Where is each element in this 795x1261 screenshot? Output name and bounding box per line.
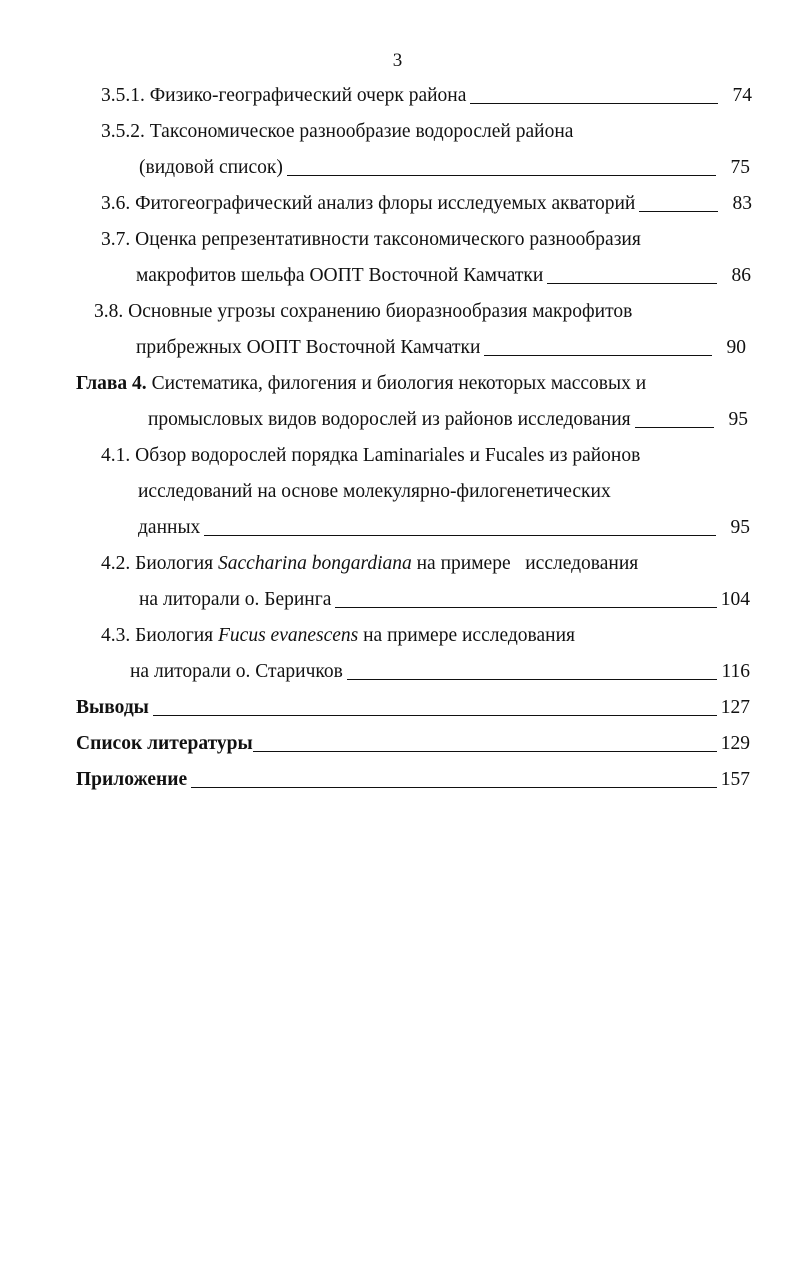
entry-suffix: на примере исследования xyxy=(411,553,639,574)
toc-page-number: 86 xyxy=(731,265,751,286)
toc-leader xyxy=(153,715,717,716)
chapter-title: Систематика, филогения и биология некоторых массовых и xyxy=(146,373,647,394)
toc-entry-4-2-title xyxy=(101,552,638,576)
toc-leader xyxy=(191,787,717,788)
toc-entry-3-5-2 xyxy=(139,156,750,180)
toc-leader xyxy=(635,427,714,428)
entry-suffix: на примере исследования xyxy=(358,625,575,646)
toc-page-number: 104 xyxy=(720,589,750,610)
toc-entry-title: Список литературы xyxy=(76,733,253,754)
toc-entry-3-5-2-title: 3.5.2. Таксономическое разнообразие водорослей района xyxy=(101,121,574,142)
toc-entry-3-7-title: 3.7. Оценка репрезентативности таксономического разнообразия xyxy=(101,229,641,250)
toc-entry-title: (видовой список) xyxy=(139,157,283,178)
species-name: Saccharina bongardiana xyxy=(218,553,412,574)
page-number: 3 xyxy=(392,50,403,71)
entry-prefix: 4.3. Биология xyxy=(101,625,219,646)
toc-entry-title: 3.6. Фитогеографический анализ флоры исследуемых акваторий xyxy=(101,193,636,214)
toc-page-number: 83 xyxy=(732,193,752,214)
toc-references xyxy=(76,732,750,756)
species-name: Fucus evanescens xyxy=(218,625,359,646)
toc-chapter-4-title xyxy=(76,372,646,396)
toc-entry-4-1-title: 4.1. Обзор водорослей порядка Laminariales и Fucales из районов xyxy=(101,445,641,466)
toc-entry-3-7 xyxy=(136,264,751,288)
toc-entry-title: макрофитов шельфа ООПТ Восточной Камчатки xyxy=(136,265,544,286)
toc-page-number: 75 xyxy=(730,157,750,178)
toc-entry-3-8 xyxy=(136,336,746,360)
toc-entry-3-5-1 xyxy=(101,84,752,108)
toc-entry-4-1-title-cont: исследований на основе молекулярно-филогенетических xyxy=(138,481,611,502)
toc-page-number: 116 xyxy=(721,661,750,682)
toc-page-number: 95 xyxy=(728,409,748,430)
toc-entry-4-2 xyxy=(139,588,750,612)
toc-entry-title: промысловых видов водорослей из районов исследования xyxy=(148,409,631,430)
toc-entry-title: 3.5.1. Физико-географический очерк района xyxy=(101,85,467,106)
toc-page-number: 129 xyxy=(720,733,750,754)
toc-page-number: 157 xyxy=(720,769,750,790)
toc-leader xyxy=(484,355,712,356)
toc-entry-title: Приложение xyxy=(76,769,188,790)
toc-entry-4-3-title xyxy=(101,624,575,648)
toc-entry-4-1 xyxy=(138,516,750,540)
toc-entry-title: данных xyxy=(138,517,201,538)
toc-leader xyxy=(639,211,718,212)
toc-page-number: 74 xyxy=(732,85,752,106)
toc-leader xyxy=(204,535,716,536)
toc-entry-3-8-title: 3.8. Основные угрозы сохранению биоразнообразия макрофитов xyxy=(94,301,633,322)
toc-conclusions xyxy=(76,696,750,720)
toc-page-number: 90 xyxy=(726,337,746,358)
entry-prefix: 4.2. Биология xyxy=(101,553,219,574)
toc-leader xyxy=(547,283,717,284)
toc-leader xyxy=(470,103,718,104)
chapter-label: Глава 4. xyxy=(76,373,147,394)
toc-entry-title: прибрежных ООПТ Восточной Камчатки xyxy=(136,337,481,358)
toc-appendix xyxy=(76,768,750,792)
toc-entry-4-3 xyxy=(130,660,750,684)
toc-entry-title: на литорали о. Старичков xyxy=(130,661,343,682)
toc-page-number: 127 xyxy=(720,697,750,718)
toc-leader xyxy=(347,679,718,680)
toc-page-number: 95 xyxy=(730,517,750,538)
toc-entry-3-6 xyxy=(101,192,752,216)
toc-leader xyxy=(287,175,716,176)
toc-entry-title: Выводы xyxy=(76,697,149,718)
toc-leader xyxy=(335,607,716,608)
toc-leader xyxy=(253,751,717,752)
toc-chapter-4 xyxy=(148,408,748,432)
toc-entry-title: на литорали о. Беринга xyxy=(139,589,332,610)
